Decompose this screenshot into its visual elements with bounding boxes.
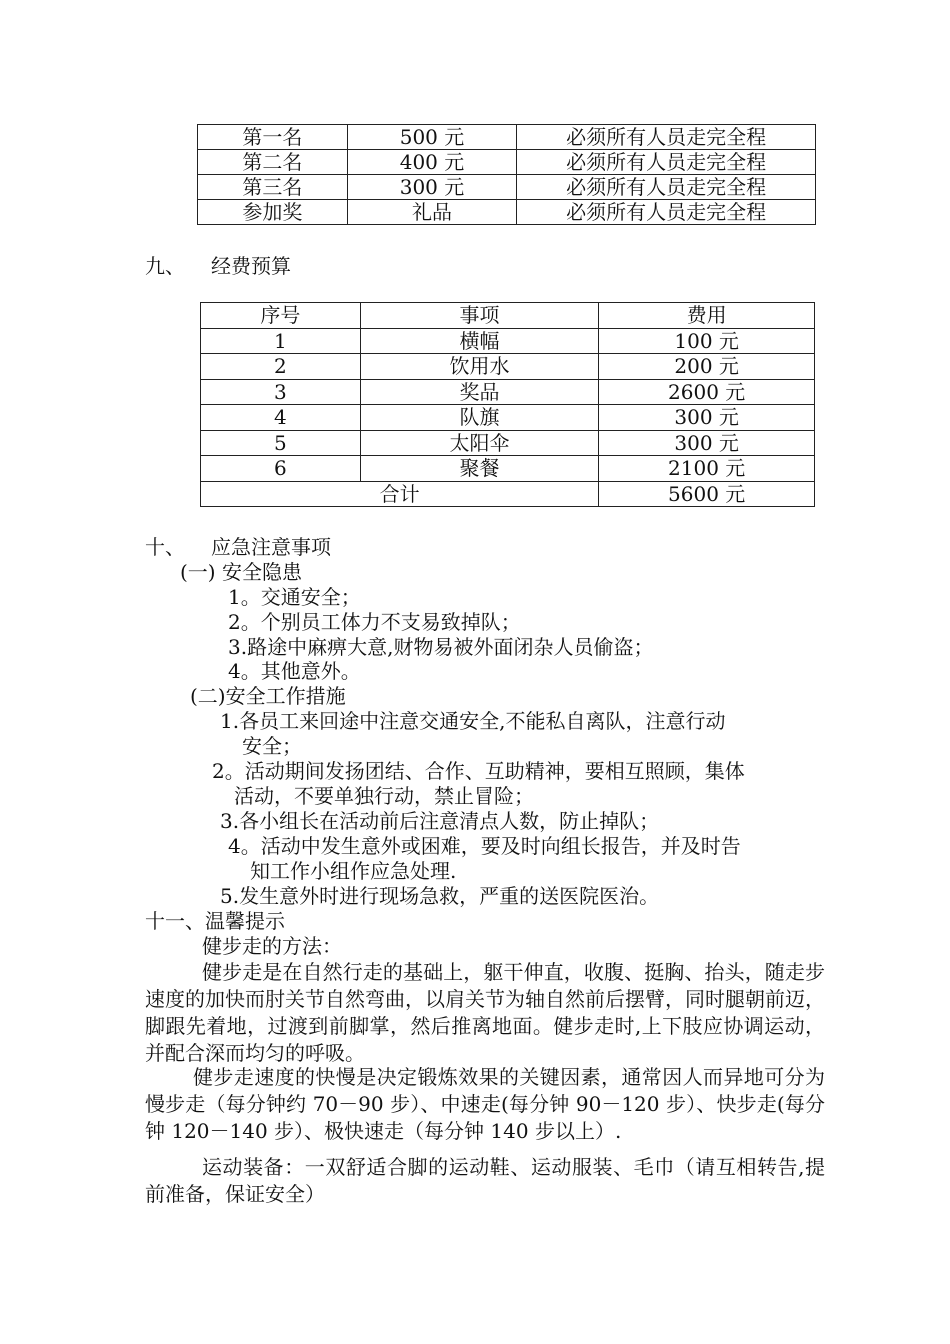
table-row [198, 125, 816, 150]
list-item: 3.路途中麻痹大意,财物易被外面闭杂人员偷盗； [228, 635, 654, 659]
table-cell: 第一名 [198, 125, 348, 150]
list-item: 1.各员工来回途中注意交通安全,不能私自离队，注意行动 [220, 709, 726, 733]
table-row [198, 175, 816, 200]
table-row [198, 200, 816, 225]
list-item-continuation: 活动，不要单独行动，禁止冒险； [234, 784, 534, 808]
table-cell: 1 [201, 328, 361, 354]
prize-table [197, 124, 816, 225]
table-cell: 4 [201, 405, 361, 431]
table-cell: 聚餐 [360, 456, 599, 482]
table-header-row [201, 303, 815, 329]
table-cell: 队旗 [360, 405, 599, 431]
table-cell: 300 元 [599, 405, 815, 431]
table-cell: 200 元 [599, 354, 815, 380]
column-header: 事项 [360, 303, 599, 329]
table-cell: 礼品 [347, 200, 517, 225]
section-title: 经费预算 [211, 254, 291, 278]
table-cell: 6 [201, 456, 361, 482]
section10-heading [145, 534, 331, 560]
paragraph: 健步走速度的快慢是决定锻炼效果的关键因素，通常因人而异地可分为慢步走（每分钟约 70－90 步）、中速走(每分钟 90－120 步）、快步走(每分钟 120－140 步）、极快速走（每分钟 140 步以上）. [145, 1065, 825, 1143]
paragraph: 运动装备：一双舒适合脚的运动鞋、运动服装、毛巾（请互相转告,提前准备，保证安全） [145, 1155, 825, 1206]
total-value: 5600 元 [599, 481, 815, 507]
list-item: 2。个别员工体力不支易致掉队； [228, 610, 521, 634]
list-item: 3.各小组长在活动前后注意清点人数，防止掉队； [220, 809, 660, 833]
table-cell: 必须所有人员走完全程 [517, 150, 816, 175]
section-title: 应急注意事项 [211, 535, 331, 559]
column-header: 序号 [201, 303, 361, 329]
section-number: 九、 [145, 254, 185, 278]
table-cell: 100 元 [599, 328, 815, 354]
table-row [201, 379, 815, 405]
table-row [201, 430, 815, 456]
method-title: 健步走的方法： [202, 934, 342, 958]
table-cell: 必须所有人员走完全程 [517, 125, 816, 150]
list-item: 2。活动期间发扬团结、合作、互助精神，要相互照顾，集体 [212, 759, 745, 783]
table-cell: 300 元 [599, 430, 815, 456]
budget-table [200, 302, 815, 507]
section-number: 十、 [145, 535, 185, 559]
subsection-title: (一) 安全隐患 [180, 560, 302, 584]
list-item: 4。其他意外。 [228, 659, 361, 683]
table-row [201, 456, 815, 482]
list-item: 4。活动中发生意外或困难，要及时向组长报告，并及时告 [228, 834, 741, 858]
table-cell: 400 元 [347, 150, 517, 175]
table-cell: 2100 元 [599, 456, 815, 482]
list-item: 5.发生意外时进行现场急救，严重的送医院医治。 [220, 884, 660, 908]
list-item-continuation: 知工作小组作应急处理. [250, 859, 457, 883]
table-cell: 第三名 [198, 175, 348, 200]
table-cell: 500 元 [347, 125, 517, 150]
table-cell: 横幅 [360, 328, 599, 354]
paragraph: 健步走是在自然行走的基础上，躯干伸直，收腹、挺胸、抬头，随走步速度的加快而肘关节自然弯曲，以肩关节为轴自然前后摆臂，同时腿朝前迈，脚跟先着地，过渡到前脚掌，然后推离地面。健步走时,上下肢应协调运动，并配合深而均匀的呼吸。 [145, 960, 825, 1065]
table-cell: 第二名 [198, 150, 348, 175]
table-cell: 2 [201, 354, 361, 380]
list-item-continuation: 安全； [242, 734, 302, 758]
total-label: 合计 [201, 481, 599, 507]
section11-heading: 十一、温馨提示 [145, 909, 285, 933]
column-header: 费用 [599, 303, 815, 329]
table-row [201, 354, 815, 380]
section9-heading [145, 253, 291, 279]
table-cell: 太阳伞 [360, 430, 599, 456]
table-cell: 饮用水 [360, 354, 599, 380]
table-cell: 5 [201, 430, 361, 456]
table-cell: 奖品 [360, 379, 599, 405]
table-row [201, 328, 815, 354]
subsection-title: (二)安全工作措施 [190, 684, 346, 708]
table-cell: 必须所有人员走完全程 [517, 200, 816, 225]
table-row [198, 150, 816, 175]
list-item: 1。交通安全； [228, 585, 361, 609]
table-row [201, 405, 815, 431]
table-cell: 必须所有人员走完全程 [517, 175, 816, 200]
table-cell: 参加奖 [198, 200, 348, 225]
table-cell: 2600 元 [599, 379, 815, 405]
table-cell: 300 元 [347, 175, 517, 200]
table-total-row [201, 481, 815, 507]
table-cell: 3 [201, 379, 361, 405]
